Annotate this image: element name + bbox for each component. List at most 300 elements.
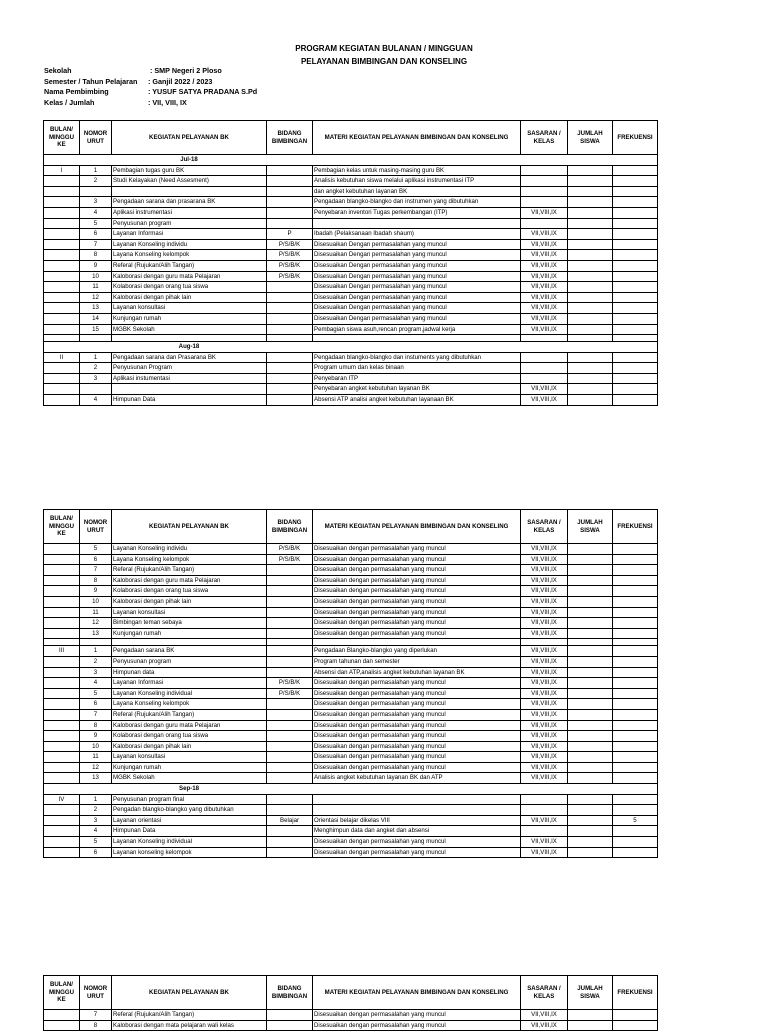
- sasaran-cell: [521, 352, 568, 363]
- nomor-urut-cell: 3: [80, 197, 112, 208]
- nomor-urut-cell: 6: [80, 229, 112, 240]
- nomor-urut-cell: 1: [80, 165, 112, 176]
- frekuensi-cell: [613, 554, 658, 565]
- nomor-urut-cell: 9: [80, 586, 112, 597]
- program-table-1: [43, 120, 658, 406]
- column-header-kegiatan: KEGIATAN PELAYANAN BK: [112, 976, 267, 1010]
- nomor-urut-cell: 13: [80, 303, 112, 314]
- column-header-frekuensi: FREKUENSI: [613, 510, 658, 544]
- kegiatan-cell: Kaloborasi dengan pihak lain: [112, 741, 267, 752]
- materi-cell: Disesuaikan Dengan permasalahan yang muncul: [313, 303, 521, 314]
- bidang-cell: P/S/B/K: [267, 260, 313, 271]
- nomor-urut-cell: 2: [80, 363, 112, 374]
- sasaran-cell: VII,VIII,IX: [521, 384, 568, 395]
- info-label: Semester / Tahun Pelajaran: [44, 76, 138, 86]
- column-header-sasaran: SASARAN / KELAS: [521, 510, 568, 544]
- kegiatan-cell: Layanan Konseling individu: [112, 239, 267, 250]
- table-row: [44, 618, 658, 629]
- bidang-cell: [267, 373, 313, 384]
- bidang-cell: [267, 794, 313, 805]
- nomor-urut-cell: 9: [80, 731, 112, 742]
- bulan-minggu-cell: [44, 628, 80, 639]
- kegiatan-cell: Layanan Konseling individual: [112, 837, 267, 848]
- kegiatan-cell: Kaloborasi dengan pihak lain: [112, 292, 267, 303]
- frekuensi-cell: [613, 565, 658, 576]
- bidang-cell: [267, 186, 313, 197]
- nomor-urut-cell: 7: [80, 565, 112, 576]
- table-row: [44, 373, 658, 384]
- jumlah-cell: [568, 688, 613, 699]
- table-row: [44, 837, 658, 848]
- sasaran-cell: VII,VIII,IX: [521, 699, 568, 710]
- empty-cell: [267, 155, 658, 166]
- sasaran-cell: VII,VIII,IX: [521, 709, 568, 720]
- nomor-urut-cell: 11: [80, 607, 112, 618]
- info-label: Nama Pembimbing: [44, 87, 109, 96]
- sasaran-cell: VII,VIII,IX: [521, 731, 568, 742]
- frekuensi-cell: [613, 762, 658, 773]
- sasaran-cell: VII,VIII,IX: [521, 618, 568, 629]
- column-header-sasaran: SASARAN / KELAS: [521, 976, 568, 1010]
- materi-cell: Pengadaan blangko-blangko dan instuments yang dibutuhkan: [313, 352, 521, 363]
- table-header-row: [44, 976, 658, 1010]
- kegiatan-cell: [112, 384, 267, 395]
- sasaran-cell: VII,VIII,IX: [521, 815, 568, 826]
- materi-cell: Analisis kebutuhan siswa melalui aplikasi instrumentasi ITP: [313, 176, 521, 187]
- frekuensi-cell: [613, 186, 658, 197]
- materi-cell: Disesuaikan dengan permasalahan yang muncul: [313, 1010, 521, 1021]
- bidang-cell: [267, 1010, 313, 1021]
- table-row: [44, 352, 658, 363]
- jumlah-cell: [568, 176, 613, 187]
- materi-cell: Orientasi belajar dikelas VIII: [313, 815, 521, 826]
- table-row: [44, 847, 658, 858]
- empty-cell: [521, 639, 568, 646]
- kegiatan-cell: Layana Konseling kelompok: [112, 250, 267, 261]
- frekuensi-cell: [613, 165, 658, 176]
- bulan-minggu-cell: [44, 741, 80, 752]
- jumlah-cell: [568, 699, 613, 710]
- jumlah-cell: [568, 815, 613, 826]
- materi-cell: Disesuaikan dengan permasalahan yang muncul: [313, 565, 521, 576]
- frekuensi-cell: [613, 260, 658, 271]
- bulan-minggu-cell: [44, 197, 80, 208]
- frekuensi-cell: [613, 239, 658, 250]
- bulan-minggu-cell: [44, 752, 80, 763]
- sasaran-cell: VII,VIII,IX: [521, 586, 568, 597]
- month-row: [44, 342, 658, 353]
- sasaran-cell: [521, 794, 568, 805]
- materi-cell: Disesuaikan dengan permasalahan yang muncul: [313, 607, 521, 618]
- bulan-minggu-cell: [44, 303, 80, 314]
- table-row: [44, 229, 658, 240]
- bidang-cell: [267, 837, 313, 848]
- materi-cell: Disesuaikan dengan permasalahan yang muncul: [313, 762, 521, 773]
- bidang-cell: [267, 282, 313, 293]
- jumlah-cell: [568, 596, 613, 607]
- nomor-urut-cell: 8: [80, 575, 112, 586]
- nomor-urut-cell: 6: [80, 554, 112, 565]
- bulan-minggu-cell: [44, 239, 80, 250]
- nomor-urut-cell: 11: [80, 282, 112, 293]
- sasaran-cell: VII,VIII,IX: [521, 324, 568, 335]
- nomor-urut-cell: 1: [80, 794, 112, 805]
- table-row: [44, 363, 658, 374]
- nomor-urut-cell: 8: [80, 720, 112, 731]
- jumlah-cell: [568, 395, 613, 406]
- sasaran-cell: [521, 186, 568, 197]
- materi-cell: Disesuaikan dengan permasalahan yang muncul: [313, 709, 521, 720]
- materi-cell: Disesuaikan Dengan permasalahan yang muncul: [313, 250, 521, 261]
- bulan-minggu-cell: [44, 586, 80, 597]
- kegiatan-cell: Pengadaan sarana dan Prasarana BK: [112, 352, 267, 363]
- nomor-urut-cell: 4: [80, 826, 112, 837]
- column-header-nomor-urut: NOMOR URUT: [80, 510, 112, 544]
- bulan-minggu-cell: [44, 271, 80, 282]
- nomor-urut-cell: 5: [80, 544, 112, 555]
- materi-cell: Pengadaan Blangko-blangko yang diperlukan: [313, 646, 521, 657]
- empty-cell: [267, 342, 658, 353]
- frekuensi-cell: [613, 837, 658, 848]
- sasaran-cell: VII,VIII,IX: [521, 239, 568, 250]
- jumlah-cell: [568, 607, 613, 618]
- bulan-minggu-cell: [44, 565, 80, 576]
- nomor-urut-cell: 3: [80, 815, 112, 826]
- kegiatan-cell: Kunjungan rumah: [112, 762, 267, 773]
- sasaran-cell: VII,VIII,IX: [521, 292, 568, 303]
- bulan-minggu-cell: [44, 762, 80, 773]
- bulan-minggu-cell: [44, 218, 80, 229]
- column-header-jumlah: JUMLAH SISWA: [568, 510, 613, 544]
- kegiatan-cell: Layanan Informasi: [112, 229, 267, 240]
- sasaran-cell: VII,VIII,IX: [521, 303, 568, 314]
- empty-cell: [44, 639, 80, 646]
- bulan-minggu-cell: [44, 805, 80, 816]
- sasaran-cell: [521, 176, 568, 187]
- table-row: [44, 250, 658, 261]
- bidang-cell: [267, 324, 313, 335]
- spacer-row: [44, 335, 658, 342]
- column-header-materi: MATERI KEGIATAN PELAYANAN BIMBINGAN DAN KONSELING: [313, 121, 521, 155]
- kegiatan-cell: Layanan konsultasi: [112, 303, 267, 314]
- jumlah-cell: [568, 303, 613, 314]
- table-row: [44, 826, 658, 837]
- materi-cell: Penyebaran angket kebutuhan layanan BK: [313, 384, 521, 395]
- frekuensi-cell: [613, 688, 658, 699]
- materi-cell: Program umum dan kelas binaan: [313, 363, 521, 374]
- kegiatan-cell: Layanan Konseling individu: [112, 544, 267, 555]
- table-row: [44, 218, 658, 229]
- materi-cell: Disesuaikan Dengan permasalahan yang muncul: [313, 313, 521, 324]
- column-header-jumlah: JUMLAH SISWA: [568, 976, 613, 1010]
- kegiatan-cell: Kunjungan rumah: [112, 313, 267, 324]
- kegiatan-cell: Pengadaan sarana BK: [112, 646, 267, 657]
- table-row: [44, 260, 658, 271]
- jumlah-cell: [568, 656, 613, 667]
- sasaran-cell: [521, 165, 568, 176]
- frekuensi-cell: [613, 618, 658, 629]
- nomor-urut-cell: 10: [80, 596, 112, 607]
- table-row: [44, 656, 658, 667]
- kegiatan-cell: Aplikasi instrumentasi: [112, 207, 267, 218]
- empty-cell: [267, 335, 313, 342]
- sasaran-cell: VII,VIII,IX: [521, 229, 568, 240]
- bidang-cell: [267, 607, 313, 618]
- jumlah-cell: [568, 1010, 613, 1021]
- nomor-urut-cell: [80, 186, 112, 197]
- jumlah-cell: [568, 618, 613, 629]
- column-header-nomor-urut: NOMOR URUT: [80, 976, 112, 1010]
- sasaran-cell: VII,VIII,IX: [521, 207, 568, 218]
- nomor-urut-cell: 12: [80, 292, 112, 303]
- info-row-semester: [44, 77, 257, 88]
- nomor-urut-cell: 7: [80, 709, 112, 720]
- kegiatan-cell: Layanan konsultasi: [112, 607, 267, 618]
- jumlah-cell: [568, 741, 613, 752]
- nomor-urut-cell: 11: [80, 752, 112, 763]
- materi-cell: Disesuaikan Dengan permasalahan yang muncul: [313, 260, 521, 271]
- sasaran-cell: VII,VIII,IX: [521, 762, 568, 773]
- empty-cell: [44, 335, 80, 342]
- frekuensi-cell: [613, 229, 658, 240]
- kegiatan-cell: Kolaborasi dengan orang tua siswa: [112, 586, 267, 597]
- bulan-minggu-cell: [44, 229, 80, 240]
- empty-cell: [313, 639, 521, 646]
- empty-cell: [267, 784, 658, 795]
- column-header-nomor-urut: NOMOR URUT: [80, 121, 112, 155]
- sasaran-cell: [521, 218, 568, 229]
- table-row: [44, 303, 658, 314]
- kegiatan-cell: Layana Konseling kelompok: [112, 554, 267, 565]
- materi-cell: Disesuaikan dengan permasalahan yang muncul: [313, 847, 521, 858]
- sasaran-cell: VII,VIII,IX: [521, 544, 568, 555]
- jumlah-cell: [568, 678, 613, 689]
- kegiatan-cell: Penyusunan program: [112, 656, 267, 667]
- bulan-minggu-cell: [44, 688, 80, 699]
- bulan-minggu-cell: [44, 607, 80, 618]
- bidang-cell: [267, 762, 313, 773]
- bulan-minggu-cell: [44, 554, 80, 565]
- nomor-urut-cell: 12: [80, 618, 112, 629]
- column-header-frekuensi: FREKUENSI: [613, 121, 658, 155]
- table-row: [44, 607, 658, 618]
- sasaran-cell: VII,VIII,IX: [521, 628, 568, 639]
- sasaran-cell: VII,VIII,IX: [521, 565, 568, 576]
- column-header-sasaran: SASARAN / KELAS: [521, 121, 568, 155]
- info-block: [44, 66, 257, 108]
- materi-cell: Absensi ATP analisi angket kebutuhan layanaan BK: [313, 395, 521, 406]
- bidang-cell: [267, 646, 313, 657]
- bulan-minggu-cell: [44, 186, 80, 197]
- table-row: [44, 395, 658, 406]
- nomor-urut-cell: 10: [80, 271, 112, 282]
- materi-cell: Disesuaikan dengan permasalahan yang muncul: [313, 699, 521, 710]
- column-header-bidang: BIDANG BIMBINGAN: [267, 976, 313, 1010]
- kegiatan-cell: MGBK Sekolah: [112, 773, 267, 784]
- bulan-minggu-cell: [44, 544, 80, 555]
- column-header-kegiatan: KEGIATAN PELAYANAN BK: [112, 121, 267, 155]
- bulan-minggu-cell: [44, 1020, 80, 1031]
- kegiatan-cell: Kolaborasi dengan orang tua siswa: [112, 731, 267, 742]
- table-row: [44, 596, 658, 607]
- bulan-minggu-cell: [44, 260, 80, 271]
- table-row: [44, 176, 658, 187]
- sasaran-cell: VII,VIII,IX: [521, 554, 568, 565]
- materi-cell: Disesuaikan dengan permasalahan yang muncul: [313, 575, 521, 586]
- kegiatan-cell: Pengadan blangko-blangko yang dibutuhkan: [112, 805, 267, 816]
- jumlah-cell: [568, 837, 613, 848]
- jumlah-cell: [568, 352, 613, 363]
- materi-cell: Penyebaran ITP: [313, 373, 521, 384]
- sasaran-cell: VII,VIII,IX: [521, 847, 568, 858]
- jumlah-cell: [568, 847, 613, 858]
- materi-cell: Program tahunan dan semester: [313, 656, 521, 667]
- bidang-cell: [267, 709, 313, 720]
- bulan-minggu-cell: [44, 373, 80, 384]
- bulan-minggu-cell: IV: [44, 794, 80, 805]
- sasaran-cell: VII,VIII,IX: [521, 596, 568, 607]
- bulan-minggu-cell: [44, 324, 80, 335]
- bidang-cell: [267, 207, 313, 218]
- nomor-urut-cell: 9: [80, 260, 112, 271]
- kegiatan-cell: Referal (Rujukan/Alih Tangan): [112, 709, 267, 720]
- materi-cell: Disesuaikan dengan permasalahan yang muncul: [313, 554, 521, 565]
- kegiatan-cell: Bimbingan teman sebaya: [112, 618, 267, 629]
- kegiatan-cell: Himpunan Data: [112, 395, 267, 406]
- bidang-cell: [267, 596, 313, 607]
- nomor-urut-cell: 3: [80, 373, 112, 384]
- frekuensi-cell: [613, 773, 658, 784]
- nomor-urut-cell: 13: [80, 773, 112, 784]
- table-row: [44, 313, 658, 324]
- table-row: [44, 688, 658, 699]
- jumlah-cell: [568, 186, 613, 197]
- bidang-cell: [267, 586, 313, 597]
- bulan-minggu-cell: [44, 709, 80, 720]
- kegiatan-cell: Penyusunan Program: [112, 363, 267, 374]
- bidang-cell: [267, 176, 313, 187]
- table-row: [44, 575, 658, 586]
- empty-cell: [44, 155, 112, 166]
- column-header-bulan-minggu: BULAN/ MINGGU KE: [44, 121, 80, 155]
- frekuensi-cell: [613, 794, 658, 805]
- bidang-cell: P/S/B/K: [267, 554, 313, 565]
- bulan-minggu-cell: [44, 250, 80, 261]
- bidang-cell: Belajar: [267, 815, 313, 826]
- bidang-cell: [267, 218, 313, 229]
- bidang-cell: [267, 395, 313, 406]
- frekuensi-cell: [613, 282, 658, 293]
- frekuensi-cell: [613, 628, 658, 639]
- materi-cell: Disesuaikan Dengan permasalahan yang muncul: [313, 271, 521, 282]
- materi-cell: Disesuaikan dengan permasalahan yang muncul: [313, 720, 521, 731]
- nomor-urut-cell: 6: [80, 699, 112, 710]
- info-label: Kelas / Jumlah: [44, 97, 95, 107]
- spacer-row: [44, 639, 658, 646]
- frekuensi-cell: [613, 363, 658, 374]
- bidang-cell: [267, 363, 313, 374]
- column-header-materi: MATERI KEGIATAN PELAYANAN BIMBINGAN DAN KONSELING: [313, 510, 521, 544]
- empty-cell: [613, 335, 658, 342]
- bidang-cell: [267, 313, 313, 324]
- empty-cell: [568, 335, 613, 342]
- table-row: [44, 186, 658, 197]
- table-row: [44, 815, 658, 826]
- materi-cell: Disesuaikan dengan permasalahan yang muncul: [313, 618, 521, 629]
- bulan-minggu-cell: [44, 575, 80, 586]
- frekuensi-cell: [613, 176, 658, 187]
- bulan-minggu-cell: [44, 395, 80, 406]
- kegiatan-cell: Studi Kelayakan (Need Assesment): [112, 176, 267, 187]
- kegiatan-cell: Layanan Informasi: [112, 678, 267, 689]
- table-row: [44, 678, 658, 689]
- info-value: : YUSUF SATYA PRADANA S.Pd: [148, 87, 258, 96]
- sasaran-cell: VII,VIII,IX: [521, 688, 568, 699]
- bidang-cell: [267, 699, 313, 710]
- nomor-urut-cell: 6: [80, 847, 112, 858]
- jumlah-cell: [568, 752, 613, 763]
- nomor-urut-cell: 5: [80, 837, 112, 848]
- table-row: [44, 165, 658, 176]
- kegiatan-cell: Layanan Konseling individual: [112, 688, 267, 699]
- column-header-bidang: BIDANG BIMBINGAN: [267, 510, 313, 544]
- bulan-minggu-cell: [44, 815, 80, 826]
- materi-cell: Disesuaikan dengan permasalahan yang muncul: [313, 688, 521, 699]
- jumlah-cell: [568, 762, 613, 773]
- kegiatan-cell: Layanan konsultasi: [112, 752, 267, 763]
- bidang-cell: P/S/B/K: [267, 271, 313, 282]
- nomor-urut-cell: 8: [80, 250, 112, 261]
- kegiatan-cell: [112, 186, 267, 197]
- nomor-urut-cell: 8: [80, 1020, 112, 1031]
- nomor-urut-cell: 7: [80, 239, 112, 250]
- bulan-minggu-cell: [44, 678, 80, 689]
- frekuensi-cell: [613, 1020, 658, 1031]
- frekuensi-cell: [613, 384, 658, 395]
- kegiatan-cell: Himpunan data: [112, 667, 267, 678]
- frekuensi-cell: [613, 709, 658, 720]
- bidang-cell: [267, 847, 313, 858]
- bidang-cell: [267, 197, 313, 208]
- bidang-cell: [267, 741, 313, 752]
- table-row: [44, 720, 658, 731]
- table-row: [44, 271, 658, 282]
- column-header-materi: MATERI KEGIATAN PELAYANAN BIMBINGAN DAN KONSELING: [313, 976, 521, 1010]
- materi-cell: Analisis angket kebutuhan layanan BK dan ATP: [313, 773, 521, 784]
- frekuensi-cell: [613, 218, 658, 229]
- empty-cell: [44, 784, 112, 795]
- frekuensi-cell: [613, 752, 658, 763]
- materi-cell: Penyebaran inventori Tugas perkembangan (ITP): [313, 207, 521, 218]
- bulan-minggu-cell: [44, 699, 80, 710]
- jumlah-cell: [568, 324, 613, 335]
- frekuensi-cell: [613, 250, 658, 261]
- table-row: [44, 699, 658, 710]
- sasaran-cell: VII,VIII,IX: [521, 837, 568, 848]
- nomor-urut-cell: 12: [80, 762, 112, 773]
- frekuensi-cell: [613, 699, 658, 710]
- kegiatan-cell: Penyusunan program final: [112, 794, 267, 805]
- column-header-jumlah: JUMLAH SISWA: [568, 121, 613, 155]
- column-header-bulan-minggu: BULAN/ MINGGU KE: [44, 976, 80, 1010]
- table-body: [44, 1010, 658, 1031]
- empty-cell: [80, 639, 112, 646]
- sasaran-cell: VII,VIII,IX: [521, 752, 568, 763]
- nomor-urut-cell: 14: [80, 313, 112, 324]
- materi-cell: Disesuaikan dengan permasalahan yang muncul: [313, 586, 521, 597]
- materi-cell: Disesuaikan dengan permasalahan yang muncul: [313, 731, 521, 742]
- nomor-urut-cell: 2: [80, 176, 112, 187]
